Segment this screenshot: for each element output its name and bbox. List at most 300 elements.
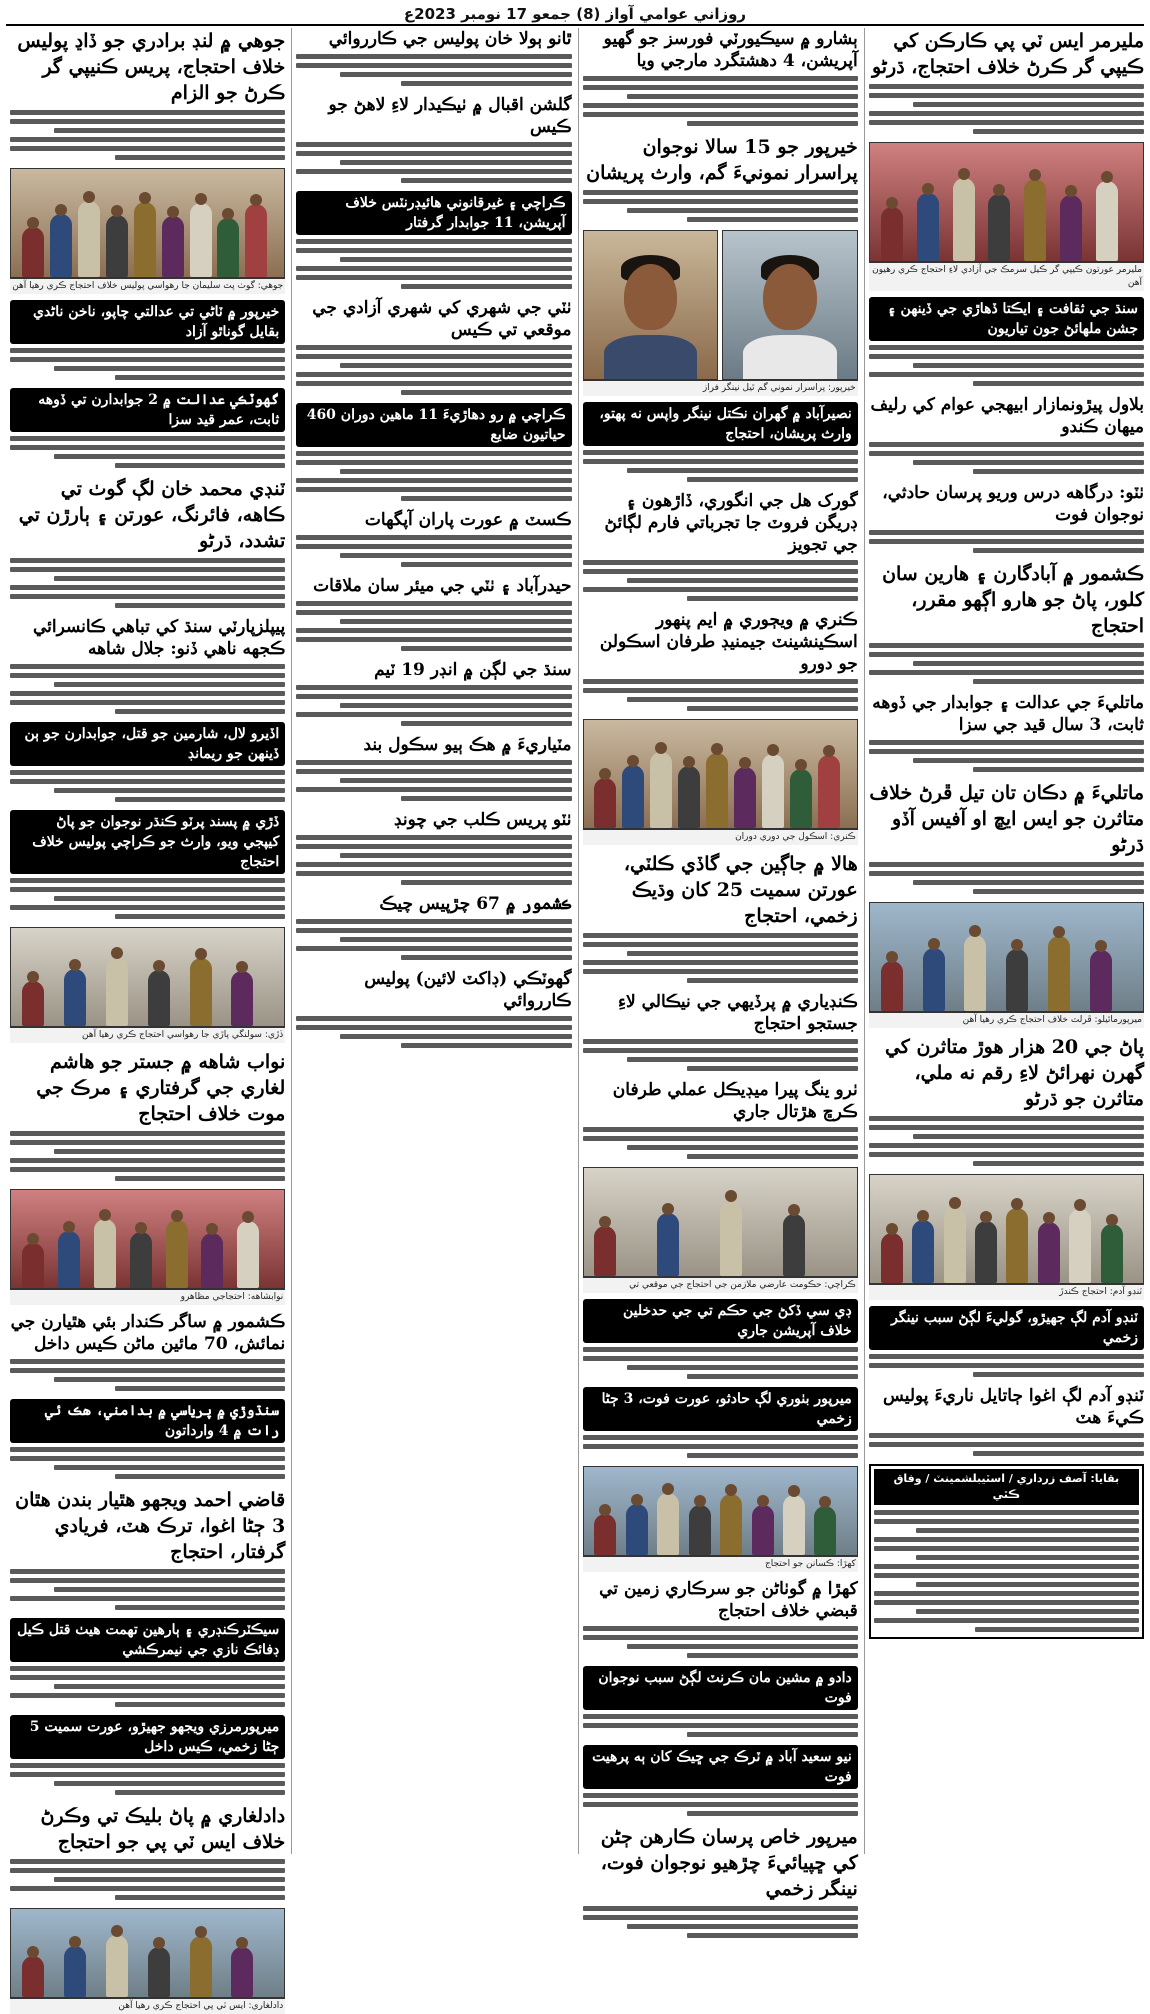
text-line [869, 1433, 1144, 1438]
headline: گورک هل جي انگوري، ڏاڙهون ۽ ڊريگن فروٽ جا تجرباتي فارم لڳائڻ جي تجويز [604, 491, 858, 555]
person-head [55, 204, 67, 216]
text-line [10, 770, 285, 775]
text-line [296, 151, 571, 156]
story-body-text [583, 1037, 858, 1073]
news-story [296, 28, 571, 88]
text-line [916, 1528, 1139, 1533]
text-line [296, 142, 571, 147]
news-photo-block [10, 168, 285, 294]
text-line [10, 110, 285, 115]
story-body-text [296, 599, 571, 653]
headline: ٺٽو پريس ڪلب جي چونڊ [393, 810, 572, 830]
story-body-text [296, 52, 571, 88]
story-body-text [583, 448, 858, 484]
headline: ٿانو ٻولا خان پوليس جي ڪارروائي [328, 29, 572, 49]
text-line [10, 146, 285, 151]
text-line [401, 284, 572, 289]
portrait-photo [722, 230, 858, 380]
news-story [10, 1618, 285, 1709]
story-body-text [583, 1712, 858, 1739]
person-head [949, 1197, 961, 1209]
headline: ٺرو ينگ پيرا ميڊيڪل عملي طرفان ڪرڇ هڙتال جاري [612, 1080, 858, 1122]
person-head [111, 205, 123, 217]
text-line [296, 694, 571, 699]
story-body-text [296, 683, 571, 728]
text-line [583, 1723, 858, 1728]
photo-caption: ڪنري: اسڪول جي دوري دوران [583, 829, 858, 845]
person-figure [190, 958, 212, 1026]
news-story [296, 575, 571, 653]
person-head [69, 1936, 81, 1948]
person-figure [130, 1232, 152, 1288]
person-head [27, 1233, 39, 1245]
person-figure [917, 193, 939, 261]
text-line [687, 706, 858, 711]
news-story [10, 1399, 285, 1481]
text-line [296, 54, 571, 59]
headline: ميرپور خاص پرسان ڪارهن ڄڻن کي ڇپيائيءَ چڙهيو نوجوان فوت، نينگر زخمي [600, 1826, 858, 1900]
text-line [296, 451, 571, 456]
headline: بلاول پيڙونمازار ابيهجي عوام کي رليف ميهان ڪندو [870, 395, 1144, 437]
text-line [10, 357, 285, 362]
person-figure [706, 753, 728, 828]
story-body-text [869, 1114, 1144, 1168]
text-line [296, 544, 571, 549]
person-figure [923, 948, 945, 1011]
person-figure [106, 957, 128, 1026]
photo-caption: جوهي: گوٺ پٽ سليمان جا رهواسي پوليس خلاف احتجاج ڪري رهيا آهن [10, 278, 285, 294]
person-head [171, 1210, 183, 1222]
text-line [687, 596, 858, 601]
person-head [111, 947, 123, 959]
news-story [296, 968, 571, 1050]
text-line [583, 112, 858, 117]
text-line [401, 955, 572, 960]
headline: دادو ۾ مشين مان ڪرنٽ لڳڻ سبب نوجوان فوت [583, 1666, 858, 1710]
text-line [687, 1154, 858, 1159]
news-photo [869, 1174, 1144, 1284]
text-line [869, 862, 1144, 867]
text-line [583, 103, 858, 108]
person-figure [818, 755, 840, 828]
text-line [296, 248, 571, 253]
person-head [139, 192, 151, 204]
text-line [10, 567, 285, 572]
text-line [401, 796, 572, 801]
text-line [10, 1763, 285, 1768]
news-story [869, 1034, 1144, 1168]
headline: نواب شاهه ۾ جستر جو هاشم لغاري جي گرفتاري ۽ مرڪ جي موت خلاف احتجاج [36, 1051, 286, 1125]
person-figure [190, 1936, 212, 1997]
text-line [687, 1374, 858, 1379]
text-line [54, 128, 285, 133]
news-story [583, 1387, 858, 1460]
text-line [687, 1653, 858, 1658]
story-body-text [583, 74, 858, 128]
headline: حيدرآباد ۽ ٺٽي جي ميئر سان ملاقات [313, 576, 572, 596]
person-head [167, 206, 179, 218]
story-body-text [296, 449, 571, 503]
headline: کهڙا ۾ گوٺاڻن جو سرڪاري زمين تي قبضي خلاف احتجاج [599, 1579, 858, 1621]
news-photo-block [869, 902, 1144, 1028]
text-line [10, 1569, 285, 1574]
news-story [583, 1079, 858, 1161]
text-line [54, 896, 285, 901]
text-line [627, 1145, 858, 1150]
person-head [631, 1494, 643, 1506]
news-story [583, 1578, 858, 1660]
text-line [10, 779, 285, 784]
text-line [10, 1693, 285, 1698]
text-line [627, 1057, 858, 1062]
text-line [583, 190, 858, 195]
text-line [296, 535, 571, 540]
text-line [973, 381, 1144, 386]
headline: دادلغاري ۾ پاڻ بليڪ تي وڪرڻ خلاف ايس ٽي پي جو احتجاج [40, 1805, 286, 1853]
person-head [739, 757, 751, 769]
text-line [10, 1675, 285, 1680]
text-line [687, 1453, 858, 1458]
text-line [54, 1149, 285, 1154]
person-head [153, 1937, 165, 1949]
text-line [10, 1868, 285, 1873]
person-figure [594, 1226, 616, 1276]
person-figure [94, 1219, 116, 1288]
story-body-text [583, 1125, 858, 1161]
text-line [583, 933, 858, 938]
news-photo-block [583, 719, 858, 845]
person-figure [106, 1935, 128, 1997]
news-photo-block [869, 142, 1144, 291]
news-story [869, 1385, 1144, 1458]
text-line [874, 1510, 1139, 1515]
headline: ٻشارو ۾ سيڪيورٽي فورسز جو گهيو آپريشن، 4 دهشتگرد مارجي ويا [603, 29, 858, 71]
news-story [583, 991, 858, 1073]
text-line [627, 1644, 858, 1649]
person-figure [1090, 950, 1112, 1011]
text-line [869, 530, 1144, 535]
news-photo [583, 1466, 858, 1556]
text-line [296, 769, 571, 774]
text-line [10, 137, 285, 142]
text-line [627, 578, 858, 583]
photo-scene [11, 169, 284, 277]
text-line [115, 914, 286, 919]
text-line [913, 758, 1144, 763]
person-figure [720, 1494, 742, 1555]
person-figure [657, 1213, 679, 1276]
text-line [583, 76, 858, 81]
news-photo [869, 142, 1144, 262]
news-story [296, 893, 571, 962]
photo-scene [870, 143, 1143, 261]
person-figure [237, 1221, 259, 1288]
news-story [10, 616, 285, 716]
text-line [973, 679, 1144, 684]
text-line [340, 257, 571, 262]
text-line [869, 120, 1144, 125]
person-head [27, 217, 39, 229]
person-figure [148, 970, 170, 1026]
text-line [583, 459, 858, 464]
headline: ڪشمور ۾ ساگر ڪندار بئي هٿيارن جي نمائش، 70 مائين ماڻن ڪيس داخل [10, 1312, 286, 1354]
person-head [795, 759, 807, 771]
news-story [869, 28, 1144, 136]
headline: ماتليءَ ۾ دڪان تان تيل ڦرڻ خلاف متاثرن جو ايس ايڇ او آفيس آڏو ڌرڻو [869, 782, 1144, 856]
news-story [10, 388, 285, 470]
person-figure [1024, 179, 1046, 261]
text-line [583, 1347, 858, 1352]
news-photo-block [10, 927, 285, 1043]
headline: ڏڙي ۾ پسند پرٽو ڪنڌر نوجوان جو پاڻ کيپجي ويو، وارث جو ڪراچي پوليس خلاف احتجاج [10, 810, 285, 874]
person-figure [1101, 1224, 1123, 1283]
person-figure [64, 1946, 86, 1997]
person-figure [762, 754, 784, 828]
text-line [973, 1451, 1144, 1456]
photo-scene [584, 1168, 857, 1276]
text-line [687, 1811, 858, 1816]
person-figure [626, 1504, 648, 1555]
text-line [583, 1039, 858, 1044]
news-photo-block [10, 1908, 285, 2014]
news-story [583, 1299, 858, 1381]
headline: ڊي سي ڏکڻ جي حڪم تي جي حدخلين خلاف آپريشن جاري [583, 1299, 858, 1343]
story-body-text [296, 1014, 571, 1050]
text-line [10, 887, 285, 892]
person-head [922, 183, 934, 195]
text-line [687, 477, 858, 482]
text-line [687, 1732, 858, 1737]
text-line [874, 1546, 1139, 1551]
news-story [296, 809, 571, 887]
text-line [869, 1354, 1144, 1359]
headline: ڪشمور ۾ آبادگارن ۽ هارين سان کلور، پاڻ جو هارو اڳهو مقرر، احتجاج [882, 563, 1144, 637]
text-line [874, 1564, 1139, 1569]
headline: گهوٽڪي عدالت ۾ 2 جوابدارن تي ڏوهه ثابت، عمر قيد سزا [10, 388, 285, 432]
story-body-text [10, 1567, 285, 1612]
text-line [401, 646, 572, 651]
text-line [115, 1790, 286, 1795]
text-line [10, 348, 285, 353]
photo-scene [584, 1467, 857, 1555]
photo-scene [11, 1190, 284, 1288]
person-head [135, 1222, 147, 1234]
person-figure [134, 202, 156, 277]
text-line [583, 1444, 858, 1449]
story-body-text [296, 343, 571, 397]
headline: خيرپور جو 15 سالا نوجوان پراسرار نمونيءَ گم، وارث پريشان [586, 136, 858, 184]
story-body-text [869, 82, 1144, 136]
text-line [10, 1447, 285, 1452]
person-head [928, 938, 940, 950]
person-figure [1060, 195, 1082, 261]
headline: ڪشمور ۾ 67 چڙپيس چيڪ [379, 894, 572, 914]
text-line [583, 587, 858, 592]
text-line [10, 1140, 285, 1145]
text-line [115, 603, 286, 608]
headline: نيو سعيد آباد ۾ ٽرڪ جي ڇيڪ کان ٻه پرهيت فوت [583, 1745, 858, 1789]
text-line [340, 778, 571, 783]
text-line [296, 1016, 571, 1021]
text-line [54, 1781, 285, 1786]
person-head [63, 1221, 75, 1233]
news-story [10, 1715, 285, 1797]
story-body-text [10, 1357, 285, 1393]
news-story [10, 722, 285, 804]
story-body-text [583, 188, 858, 224]
text-line [583, 85, 858, 90]
text-line [115, 155, 286, 160]
text-line [874, 1600, 1139, 1605]
person-figure [1048, 936, 1070, 1011]
photo-caption: ڏڙي: سولنگي پاڙي جا رهواسي احتجاج ڪري رهيا آهن [10, 1027, 285, 1043]
text-line [296, 275, 571, 280]
photo-scene [584, 720, 857, 828]
text-line [10, 878, 285, 883]
story-body-text [296, 533, 571, 569]
text-line [583, 1435, 858, 1440]
person-figure [953, 178, 975, 261]
text-line [115, 375, 286, 380]
text-line [10, 1596, 285, 1601]
news-story [583, 1666, 858, 1739]
story-body-text [10, 108, 285, 162]
text-line [115, 463, 286, 468]
text-line [401, 562, 572, 567]
text-line [583, 942, 858, 947]
text-line [913, 1134, 1144, 1139]
person-head [757, 1495, 769, 1507]
headline: خيرپور ۾ ٽاڻي تي عدالتي چاپو، ناخن ناڻدي بقايل گوناٿو آزاد [10, 300, 285, 344]
person-figure [964, 935, 986, 1011]
text-line [296, 372, 571, 377]
portrait-pair [583, 230, 858, 380]
headline: ڪراچي ۾ رو دهاڙيءَ 11 ماهين دوران 460 حياتيون ضايع [296, 403, 571, 447]
portrait-photo [583, 230, 719, 380]
text-line [869, 1116, 1144, 1121]
story-body-text [583, 558, 858, 603]
person-figure [657, 1493, 679, 1555]
news-story [583, 28, 858, 128]
text-line [296, 946, 571, 951]
text-line [973, 767, 1144, 772]
text-line [296, 862, 571, 867]
text-line [869, 539, 1144, 544]
text-line [583, 1635, 858, 1640]
text-line [916, 1582, 1139, 1587]
person-figure [650, 752, 672, 828]
story-body-text [10, 434, 285, 470]
columns-container [6, 28, 1144, 2011]
text-line [296, 169, 571, 174]
photo-caption: دادلغاري: ايس ٽي پي احتجاج ڪري رهيا آهن [10, 1998, 285, 2014]
headline: پيپلزپارٽي سنڌ کي تباهي ڪانسرائي ڪجهه ناهي ڏنو: جلال شاهه [32, 617, 286, 659]
story-body-text [869, 528, 1144, 555]
text-line [296, 1025, 571, 1030]
story-body-text [583, 1345, 858, 1381]
text-line [973, 469, 1144, 474]
story-body-text [296, 833, 571, 887]
news-story [10, 1487, 285, 1612]
news-story [10, 300, 285, 382]
person-figure [201, 1233, 223, 1288]
person-figure [1096, 181, 1118, 261]
photo-scene [870, 1175, 1143, 1283]
text-line [54, 1377, 285, 1382]
story-body-text [583, 677, 858, 713]
person-head [886, 951, 898, 963]
news-story [869, 692, 1144, 774]
column-col-mid-left [291, 28, 571, 1854]
text-line [115, 1176, 286, 1181]
person-figure [594, 1514, 616, 1555]
text-line [583, 569, 858, 574]
text-line [296, 266, 571, 271]
torso-shape [604, 335, 698, 379]
story-body-text [583, 1791, 858, 1818]
text-line [583, 1714, 858, 1719]
text-line [340, 72, 571, 77]
text-line [54, 454, 285, 459]
text-line [115, 1895, 286, 1900]
person-figure [190, 203, 212, 277]
text-line [296, 239, 571, 244]
story-body-text [869, 1352, 1144, 1379]
text-line [296, 844, 571, 849]
text-line [869, 84, 1144, 89]
news-photo [869, 902, 1144, 1012]
text-line [874, 1573, 1139, 1578]
text-line [340, 363, 571, 368]
person-head [27, 1946, 39, 1958]
story-body-text [869, 641, 1144, 686]
text-line [583, 969, 858, 974]
text-line [54, 1684, 285, 1689]
text-line [296, 685, 571, 690]
text-line [296, 345, 571, 350]
photo-caption: ٽنڊو آدم: احتجاج ڪندڙ [869, 1284, 1144, 1300]
news-story [583, 402, 858, 484]
person-figure [1006, 1208, 1028, 1283]
news-photo-block [583, 230, 858, 396]
person-figure [912, 1220, 934, 1283]
person-head [788, 1485, 800, 1497]
text-line [115, 1386, 286, 1391]
news-story [296, 509, 571, 569]
person-head [694, 1495, 706, 1507]
masthead: روزاني عوامي آواز (8) جمعو 17 نومبر 2023ع [6, 4, 1144, 26]
story-body-text [869, 860, 1144, 896]
news-story [296, 734, 571, 803]
story-body-text [10, 1129, 285, 1183]
text-line [874, 1537, 1139, 1542]
text-line [869, 1143, 1144, 1148]
text-line [10, 1167, 285, 1172]
text-line [869, 372, 1144, 377]
text-line [296, 919, 571, 924]
news-story [583, 1824, 858, 1940]
person-head [153, 960, 165, 972]
person-head [195, 948, 207, 960]
text-line [869, 442, 1144, 447]
news-photo-block [869, 1174, 1144, 1300]
text-line [10, 1886, 285, 1891]
text-line [296, 871, 571, 876]
text-line [10, 1578, 285, 1583]
text-line [296, 478, 571, 483]
news-story [296, 659, 571, 728]
text-line [687, 978, 858, 983]
